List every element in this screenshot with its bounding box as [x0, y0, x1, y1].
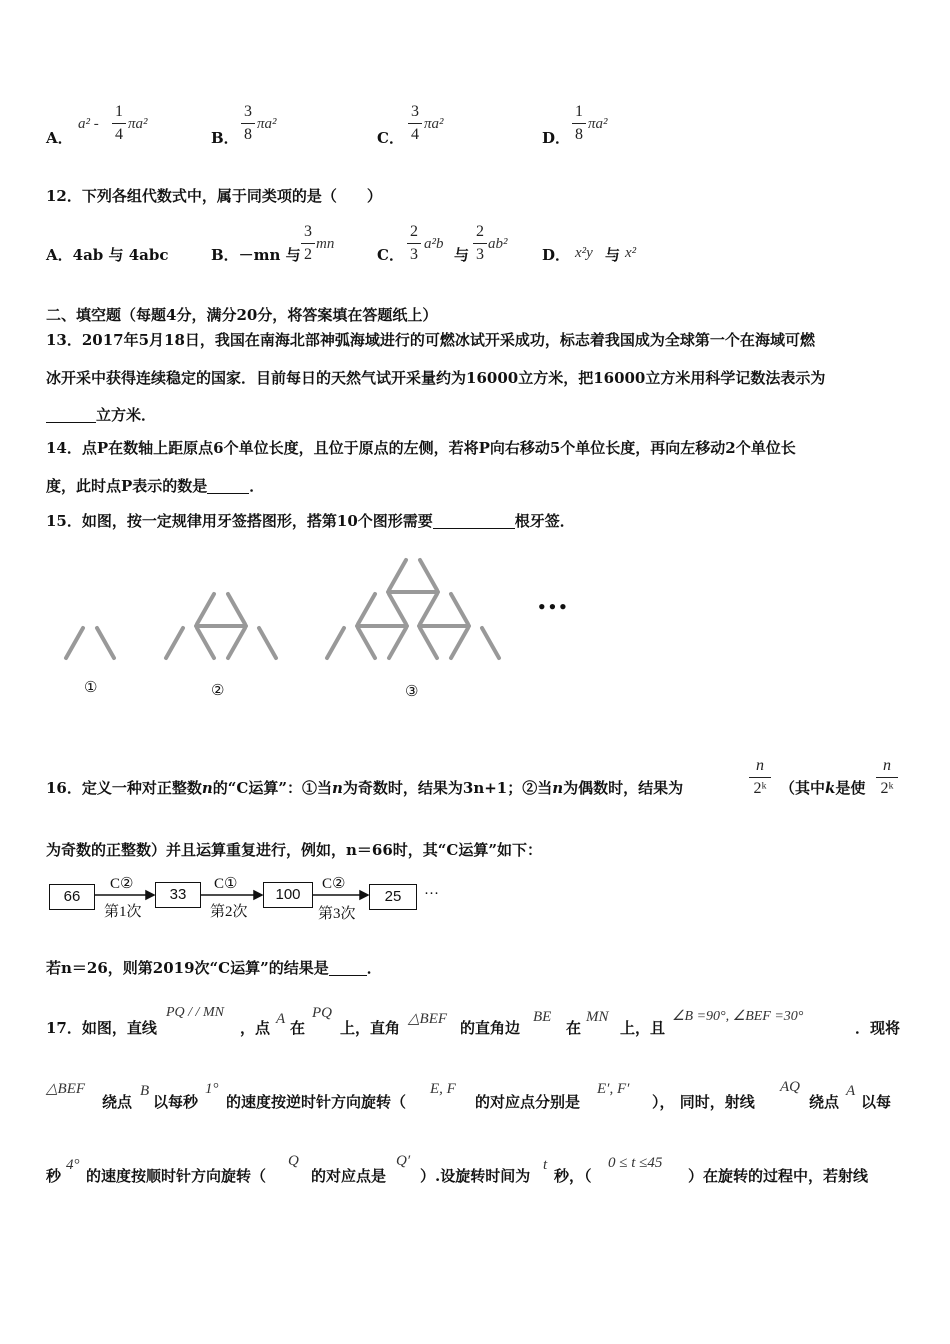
q11-option-b-label: B． [211, 129, 239, 147]
q15-figure-1-label: ① [84, 680, 98, 696]
q12-option-d-conj: 与 [605, 246, 621, 264]
flow-box-4: 25 [369, 884, 417, 910]
q12-option-d-label: D． [542, 246, 571, 264]
q17-r2-m1: △BEF [46, 1081, 86, 1097]
q12-option-c-label: C． [377, 246, 404, 264]
q11-option-c-fraction: 3 4 [408, 102, 422, 145]
q12-option-d-expr2: x² [625, 245, 637, 261]
q17-r3-p3: 的对应点是 [311, 1167, 387, 1185]
flow-box-3: 100 [263, 882, 313, 908]
q17-m6: MN [586, 1009, 609, 1025]
q11-option-c-label: C． [377, 129, 404, 147]
q17-r2-p5: ）， 同时，射线 [652, 1093, 755, 1111]
q16-fraction-2: n 2ᵏ [876, 756, 898, 799]
q17-r3-m1: 4° [66, 1157, 80, 1173]
q12-option-d-expr1: x²y [575, 245, 593, 261]
q17-p3: 在 [290, 1019, 306, 1037]
q16-line-2: 为奇数的正整数）并且运算重复进行，例如，n＝66时，其“C运算”如下： [46, 841, 542, 859]
toothpick-figures [40, 540, 600, 710]
q15-answer-blank[interactable] [433, 512, 515, 529]
q17-m2: A [276, 1011, 286, 1027]
q17-m4: △BEF [408, 1011, 448, 1027]
q17-p7: 上，且 [620, 1019, 666, 1037]
q16-line-3: 若n＝26，则第2019次“C运算”的结果是 ． [46, 959, 382, 977]
q17-r2-m6: AQ [780, 1079, 800, 1095]
flow-box-1: 66 [49, 884, 95, 910]
q17-r2-p1: 绕点 [102, 1093, 133, 1111]
q17-m7: ∠B =90°, ∠BEF =30° [672, 1009, 804, 1024]
q17-r3-p6: ）在旋转的过程中，若射线 [688, 1167, 869, 1185]
q17-r2-m4: E, F [430, 1081, 456, 1097]
q12-option-c-fraction-2: 2 3 [473, 222, 487, 265]
q17-r3-p4: ）.设旋转时间为 [420, 1167, 531, 1185]
q17-m3: PQ [312, 1005, 332, 1021]
q13-line-3: 立方米． [46, 405, 156, 425]
q13-line-1: 13．2017年5月18日，我国在南海北部神弧海域进行的可燃冰试开采成功，标志着我国成为全球第一个在海域可燃 [46, 331, 815, 349]
flow-step-1: 第1次 [104, 904, 142, 920]
q11-option-a-expr: a² - [78, 116, 99, 132]
q15-stem: 15．如图，按一定规律用牙签搭图形，搭第10个图形需要 根牙签． [46, 512, 575, 530]
q12-option-c-mid: a²b [424, 236, 444, 252]
q17-p5: 的直角边 [460, 1019, 521, 1037]
q17-r2-m3: 1° [205, 1081, 219, 1097]
q11-option-a-fraction: 1 4 [112, 102, 126, 145]
q15-ellipsis: ••• [537, 598, 569, 616]
flow-ellipsis: ··· [424, 886, 439, 902]
q14-line-1: 14．点P在数轴上距原点6个单位长度，且位于原点的左侧，若将P向右移动5个单位长度，再向左移动2个单位长 [46, 439, 796, 457]
q16-fraction-1: n 2ᵏ [749, 756, 771, 799]
q17-r3-m5: 0 ≤ t ≤45 [608, 1155, 663, 1171]
q17-r2-m7: A [846, 1083, 856, 1099]
q17-r2-p2: 以每秒 [153, 1093, 199, 1111]
q16-answer-blank[interactable] [329, 959, 367, 976]
q11-option-d-fraction: 1 8 [572, 102, 586, 145]
q17-p4: 上，直角 [340, 1019, 401, 1037]
q17-r2-p7: 以每 [861, 1093, 892, 1111]
q16-line-1-tail: （其中k是使 [780, 779, 866, 797]
q17-p1: 17．如图，直线 [46, 1019, 157, 1037]
q17-r3-m4: t [543, 1157, 548, 1173]
q17-r3-m2: Q [288, 1153, 299, 1169]
q17-r3-m3: Q′ [396, 1153, 411, 1169]
q11-option-d-label: D． [542, 129, 571, 147]
q12-stem: 12．下列各组代数式中，属于同类项的是（ ） [46, 187, 382, 205]
q17-r3-p5: 秒，（ [554, 1167, 592, 1185]
q12-option-a: A．4ab 与 4abc [46, 246, 169, 264]
q11-option-b-tail: πa² [257, 116, 277, 132]
q15-figure-3-label: ③ [405, 684, 419, 700]
q17-m1: PQ / / MN [166, 1005, 224, 1020]
q11-option-c-tail: πa² [424, 116, 444, 132]
q13-answer-blank[interactable] [46, 406, 96, 423]
flow-box-2: 33 [155, 882, 201, 908]
q11-option-a-tail: πa² [128, 116, 148, 132]
q17-r2-m5: E′, F′ [597, 1081, 630, 1097]
q17-p2: ，点 [240, 1019, 271, 1037]
flow-step-2: 第2次 [210, 904, 248, 920]
q11-option-d-tail: πa² [588, 116, 608, 132]
q12-option-b-fraction: 3 2 [301, 222, 315, 265]
q13-line-2: 冰开采中获得连续稳定的国家．目前每日的天然气试开采量约为16000立方米，把16000立方米用科学记数法表示为 [46, 369, 826, 387]
flow-op-1: C② [110, 876, 134, 892]
q15-figure-2-label: ② [211, 683, 225, 699]
q14-answer-blank[interactable] [207, 477, 249, 494]
q11-option-a-label: A． [46, 129, 73, 147]
q17-p8: ．现将 [855, 1019, 901, 1037]
q17-r2-p3: 的速度按逆时针方向旋转（ [226, 1093, 407, 1111]
flow-op-2: C① [214, 876, 238, 892]
q12-option-b-tail: mn [316, 236, 335, 252]
q16-line-1: 16．定义一种对正整数n的“C运算”：①当n为奇数时，结果为3n+1；②当n为偶数时，结果为 [46, 779, 684, 797]
q17-p6: 在 [566, 1019, 582, 1037]
q17-r2-m2: B [140, 1083, 150, 1099]
section-2-title: 二、填空题（每题4分，满分20分，将答案填在答题纸上） [46, 306, 438, 324]
q14-line-2: 度，此时点P表示的数是 ． [46, 477, 265, 495]
q12-option-c-conj: 与 [454, 246, 470, 264]
flow-op-3: C② [322, 876, 346, 892]
q17-m5: BE [533, 1009, 552, 1025]
q11-option-b-fraction: 3 8 [241, 102, 255, 145]
q17-r2-p6: 绕点 [809, 1093, 840, 1111]
q17-r2-p4: 的对应点分别是 [475, 1093, 581, 1111]
q12-option-b-prefix: B．－mn 与 [211, 246, 301, 264]
q17-r3-p1: 秒 [46, 1167, 62, 1185]
q17-r3-p2: 的速度按顺时针方向旋转（ [86, 1167, 267, 1185]
q12-option-c-tail: ab² [488, 236, 508, 252]
q12-option-c-fraction: 2 3 [407, 222, 421, 265]
flow-step-3: 第3次 [318, 906, 356, 922]
